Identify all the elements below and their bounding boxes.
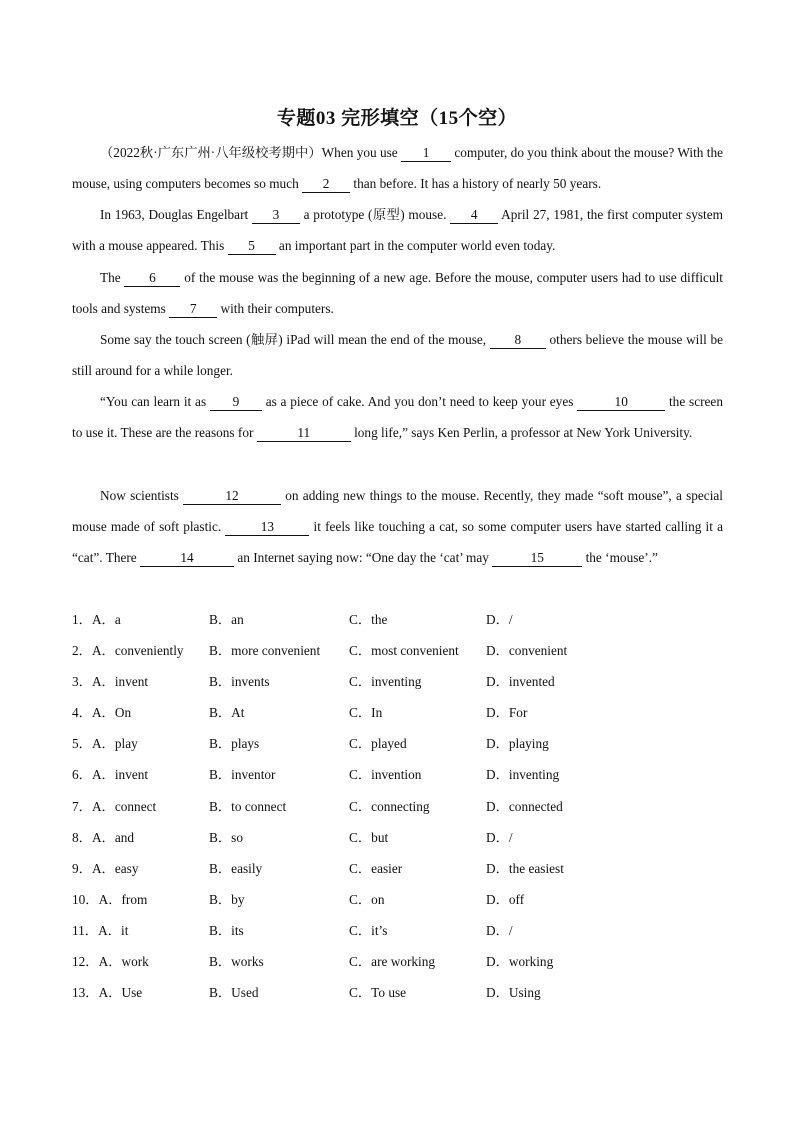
option-b: B．its: [209, 922, 244, 938]
blank-3: 3: [252, 207, 300, 224]
question-number: 8．: [72, 829, 92, 845]
option-a: [72, 824, 134, 852]
paragraph-4: [72, 324, 723, 386]
text: a prototype (原型) mouse.: [299, 207, 451, 222]
option-d: D．invented: [486, 674, 555, 690]
paragraph-3: [72, 262, 723, 324]
option-a: [72, 730, 138, 758]
blank-4: 4: [450, 207, 498, 224]
option-a-text: A．play: [91, 736, 138, 752]
paragraph-5: [72, 386, 723, 448]
option-c: C．are working: [349, 954, 436, 970]
question-row-11: [72, 917, 732, 948]
question-number: 10．: [72, 891, 99, 907]
option-c: C．inventing: [349, 674, 422, 690]
text: long life,” says Ken Perlin, a professor at New York University.: [350, 425, 693, 440]
question-number: 11．: [72, 922, 99, 938]
option-c: C．easier: [349, 860, 403, 876]
text: of the mouse was the beginning of a new age. Before the mouse, computer users had to use difficult tools and systems: [72, 270, 723, 316]
paragraph-2: [72, 199, 723, 261]
option-c: C．connecting: [349, 798, 430, 814]
option-d: D．/: [486, 612, 513, 627]
text: it feels like touching a cat, so some computer users have started calling it a “cat”. There: [72, 519, 723, 565]
option-b: B．so: [209, 829, 243, 845]
question-row-8: [72, 824, 732, 855]
option-d: D．playing: [486, 736, 549, 752]
option-c: C．invention: [349, 767, 422, 783]
text: than before. It has a history of nearly 50 years.: [350, 176, 602, 191]
option-d: D．convenient: [486, 643, 568, 659]
option-b: B．inventor: [209, 767, 276, 783]
option-b: B．Used: [209, 985, 259, 1001]
options-list: [72, 606, 732, 1010]
text: April 27, 1981, the first computer system with a mouse appeared. This: [72, 207, 723, 253]
option-d: D．Using: [486, 985, 541, 1001]
option-a-text: A．Use: [98, 985, 143, 1001]
question-row-6: [72, 761, 732, 792]
option-a-text: A．On: [91, 705, 132, 721]
paragraph-6: [72, 480, 723, 573]
option-c: C．most convenient: [349, 643, 459, 659]
option-a: [72, 855, 138, 883]
question-number: 12．: [72, 954, 99, 970]
blank-5: 5: [228, 238, 276, 255]
text: the ‘mouse’.”: [582, 550, 658, 565]
text: （2022秋·广东广州·八年级校考期中）When you use: [100, 145, 402, 160]
text: Some say the touch screen (触屏) iPad will mean the end of the mouse,: [100, 332, 490, 347]
text: Now scientists: [100, 488, 184, 503]
text: computer, do you think about the mouse? With the mouse, using computers becomes so much: [72, 145, 724, 191]
blank-9: 9: [210, 394, 262, 411]
option-a: [72, 606, 121, 634]
option-a: [72, 979, 142, 1007]
option-a-text: A．from: [98, 891, 148, 907]
option-a-text: A．and: [91, 829, 135, 845]
question-number: 13．: [72, 985, 99, 1001]
option-a: [72, 761, 148, 789]
blank-2: 2: [302, 176, 350, 193]
option-a: [72, 917, 128, 945]
option-a: [72, 886, 147, 914]
question-number: 4．: [72, 705, 92, 721]
text: as a piece of cake. And you don’t need to keep your eyes: [261, 394, 578, 409]
option-b: B．invents: [209, 674, 270, 690]
option-d: D．For: [486, 705, 528, 721]
text: In 1963, Douglas Engelbart: [100, 207, 252, 222]
question-row-1: [72, 606, 732, 637]
option-d: D．inventing: [486, 767, 560, 783]
blank-15: 15: [492, 550, 582, 567]
blank-10: 10: [577, 394, 665, 411]
blank-14: 14: [140, 550, 234, 567]
question-row-9: [72, 855, 732, 886]
question-row-12: [72, 948, 732, 979]
question-number: 2．: [72, 643, 92, 659]
option-b: B．by: [209, 891, 245, 907]
option-a-text: A．it: [98, 922, 129, 938]
option-d: D．/: [486, 829, 513, 845]
question-number: 7．: [72, 798, 92, 814]
option-b: B．an: [209, 612, 244, 627]
text: the screen to use it. These are the reasons for: [72, 394, 723, 440]
question-row-10: [72, 886, 732, 917]
question-row-2: [72, 637, 732, 668]
option-a: [72, 948, 149, 976]
option-c: C．it’s: [349, 922, 388, 938]
blank-1: 1: [401, 145, 451, 162]
option-b: B．easily: [209, 860, 263, 876]
option-d: D．/: [486, 922, 513, 938]
blank-12: 12: [183, 488, 281, 505]
option-b: B．more convenient: [209, 643, 321, 659]
option-d: D．the easiest: [486, 860, 564, 876]
option-a-text: A．connect: [91, 798, 157, 814]
option-c: C．on: [349, 891, 385, 907]
option-a: [72, 637, 184, 665]
blank-7: 7: [169, 301, 217, 318]
option-a: [72, 793, 156, 821]
blank-8: 8: [490, 332, 546, 349]
question-number: 9．: [72, 860, 92, 876]
text: with their computers.: [217, 301, 334, 316]
option-a-text: A．easy: [91, 860, 139, 876]
option-c: C．played: [349, 736, 407, 752]
option-a: [72, 699, 131, 727]
option-c: C．In: [349, 705, 383, 721]
option-c: C．but: [349, 829, 389, 845]
question-row-13: [72, 979, 732, 1010]
question-row-5: [72, 730, 732, 761]
text: an important part in the computer world even today.: [275, 238, 556, 253]
paragraph-1: [72, 137, 723, 199]
question-row-4: [72, 699, 732, 730]
question-row-3: [72, 668, 732, 699]
page-title: 专题03 完形填空（15个空）: [276, 108, 518, 129]
blank-13: 13: [225, 519, 309, 536]
option-d: D．connected: [486, 798, 563, 814]
text: an Internet saying now: “One day the ‘cat’ may: [234, 550, 493, 565]
option-a-text: A．conveniently: [91, 643, 184, 659]
blank-11: 11: [257, 425, 351, 442]
question-row-7: [72, 793, 732, 824]
option-d: D．off: [486, 891, 525, 907]
option-a-text: A．a: [91, 612, 121, 627]
option-a: [72, 668, 148, 696]
question-number: 5．: [72, 736, 92, 752]
text: The: [100, 270, 125, 285]
option-b: B．works: [209, 954, 264, 970]
question-number: 1．: [72, 612, 92, 627]
option-b: B．plays: [209, 736, 260, 752]
text: others believe the mouse will be still around for a while longer.: [72, 332, 724, 378]
question-number: 3．: [72, 674, 92, 690]
option-b: B．At: [209, 705, 245, 721]
option-a-text: A．invent: [91, 767, 149, 783]
text: “You can learn it as: [100, 394, 210, 409]
blank-6: 6: [124, 270, 180, 287]
question-number: 6．: [72, 767, 92, 783]
text: on adding new things to the mouse. Recently, they made “soft mouse”, a special mouse made of soft plastic.: [72, 488, 723, 534]
option-d: D．working: [486, 954, 554, 970]
option-c: C．To use: [349, 985, 407, 1001]
option-a-text: A．work: [98, 954, 149, 970]
option-b: B．to connect: [209, 798, 287, 814]
option-c: C．the: [349, 612, 388, 627]
option-a-text: A．invent: [91, 674, 149, 690]
